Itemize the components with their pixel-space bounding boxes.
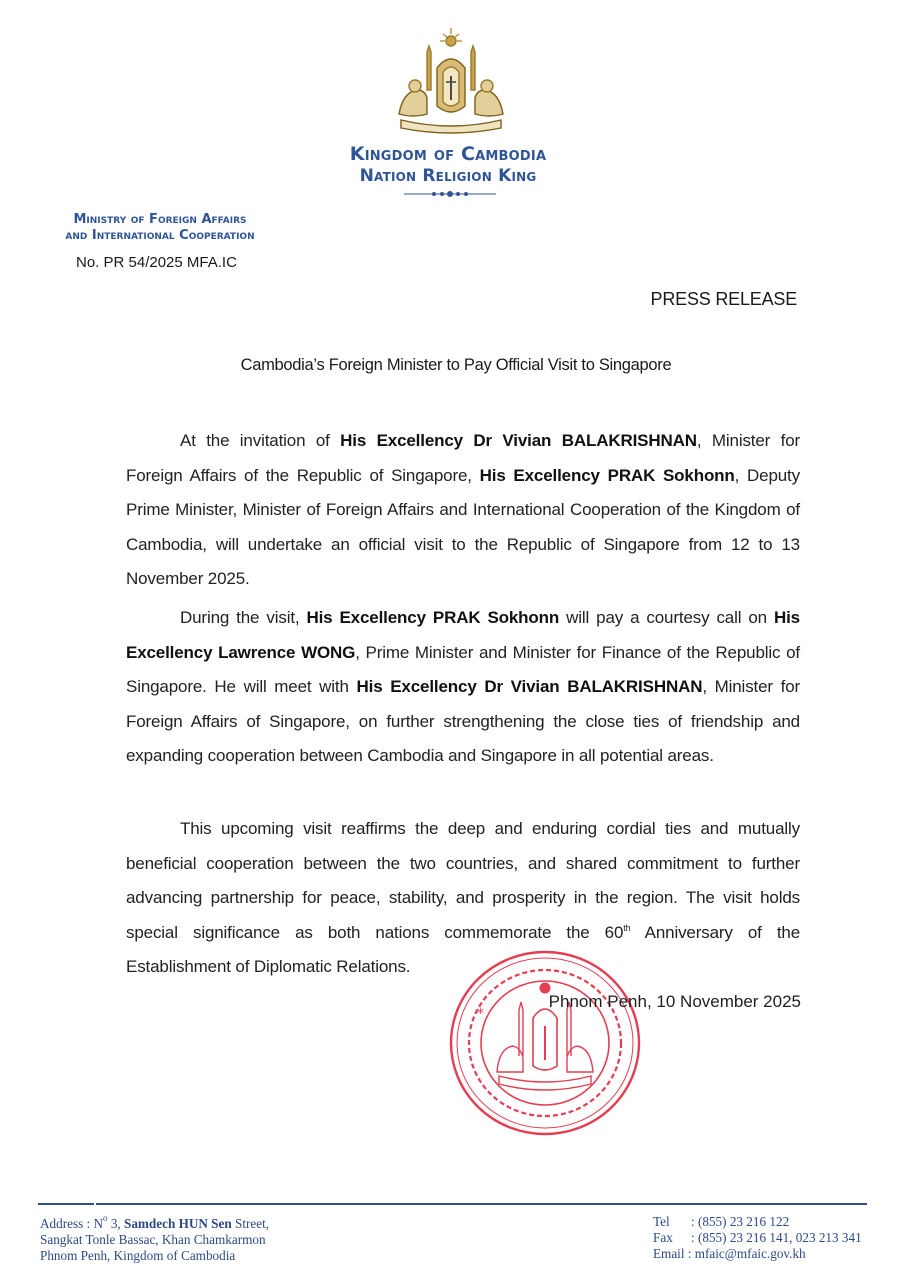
footer-divider: [38, 1203, 867, 1205]
ministry-line-2: and International Cooperation: [65, 228, 255, 243]
national-motto: Nation Religion King: [359, 166, 537, 186]
footer-contacts: [653, 1214, 862, 1262]
royal-arms-emblem-icon: [393, 28, 509, 138]
person-name: His Excellency Dr Vivian BALAKRISHNAN: [356, 677, 703, 696]
contact-tel: Tel : (855) 23 216 122: [653, 1214, 790, 1229]
address-line-2: Sangkat Tonle Bassac, Khan Chamkarmon: [40, 1232, 266, 1247]
person-name: His Excellency Dr Vivian BALAKRISHNAN: [340, 431, 697, 450]
person-name: His Excellency PRAK Sokhonn: [479, 465, 735, 485]
person-name: His Excellency PRAK Sokhonn: [306, 608, 560, 627]
svg-text:*: *: [477, 1006, 484, 1022]
ministry-line-1: Ministry of Foreign Affairs: [73, 212, 247, 227]
headline: Cambodia’s Foreign Minister to Pay Official Visit to Singapore: [240, 356, 672, 374]
official-seal-icon: [447, 948, 643, 1138]
ornament-divider-icon: [404, 189, 496, 199]
place-and-date: Phnom Penh, 10 November 2025: [548, 992, 801, 1011]
paragraph-3: This upcoming visit reaffirms the deep and enduring cordial ties and mutually beneficial cooperation between the two countries, and shared commitment to further advancing partnership for peace, stability, and prosperity in the region. The visit holds special significance as both nations commemorate the 60th Anniversary of the Establishment of Diplomatic Relations.: [126, 819, 800, 976]
reference-number: No. PR 54/2025 MFA.IC: [76, 254, 237, 271]
person-name: His Excellency Lawrence WONG: [126, 608, 800, 662]
address-line-3: Phnom Penh, Kingdom of Cambodia: [40, 1248, 236, 1263]
ministry-name: [30, 212, 290, 244]
address-line-1: Address : $N^o$ 3, Samdech HUN Sen Street,: [40, 1213, 270, 1231]
paragraph-2: During the visit, His Excellency PRAK Sokhonn will pay a courtesy call on His Excellency Lawrence WONG, Prime Minister and Minister for Finance of the Republic of Singapore. He will meet with His Excellency Dr Vivian BALAKRISHNAN, Minister for Foreign Affairs of Singapore, on further strengthening the close ties of friendship and expanding cooperation between Cambodia and Singapore in all potential areas.: [126, 608, 801, 765]
document-type-label: PRESS RELEASE: [650, 289, 797, 309]
country-name: Kingdom of Cambodia: [349, 143, 547, 165]
contact-email[interactable]: Email : mfaic@mfaic.gov.kh: [653, 1246, 806, 1261]
footer-address: [40, 1213, 270, 1264]
paragraph-1: At the invitation of His Excellency Dr Vivian BALAKRISHNAN, Minister for Foreign Affairs of the Republic of Singapore, His Excellency PRAK Sokhonn, Deputy Prime Minister, Minister of Foreign Affairs and International Cooperation of the Kingdom of Cambodia, will undertake an official visit to the Republic of Singapore from 12 to 13 November 2025.: [126, 431, 801, 588]
contact-fax: Fax : (855) 23 216 141, 023 213 341: [653, 1230, 862, 1245]
